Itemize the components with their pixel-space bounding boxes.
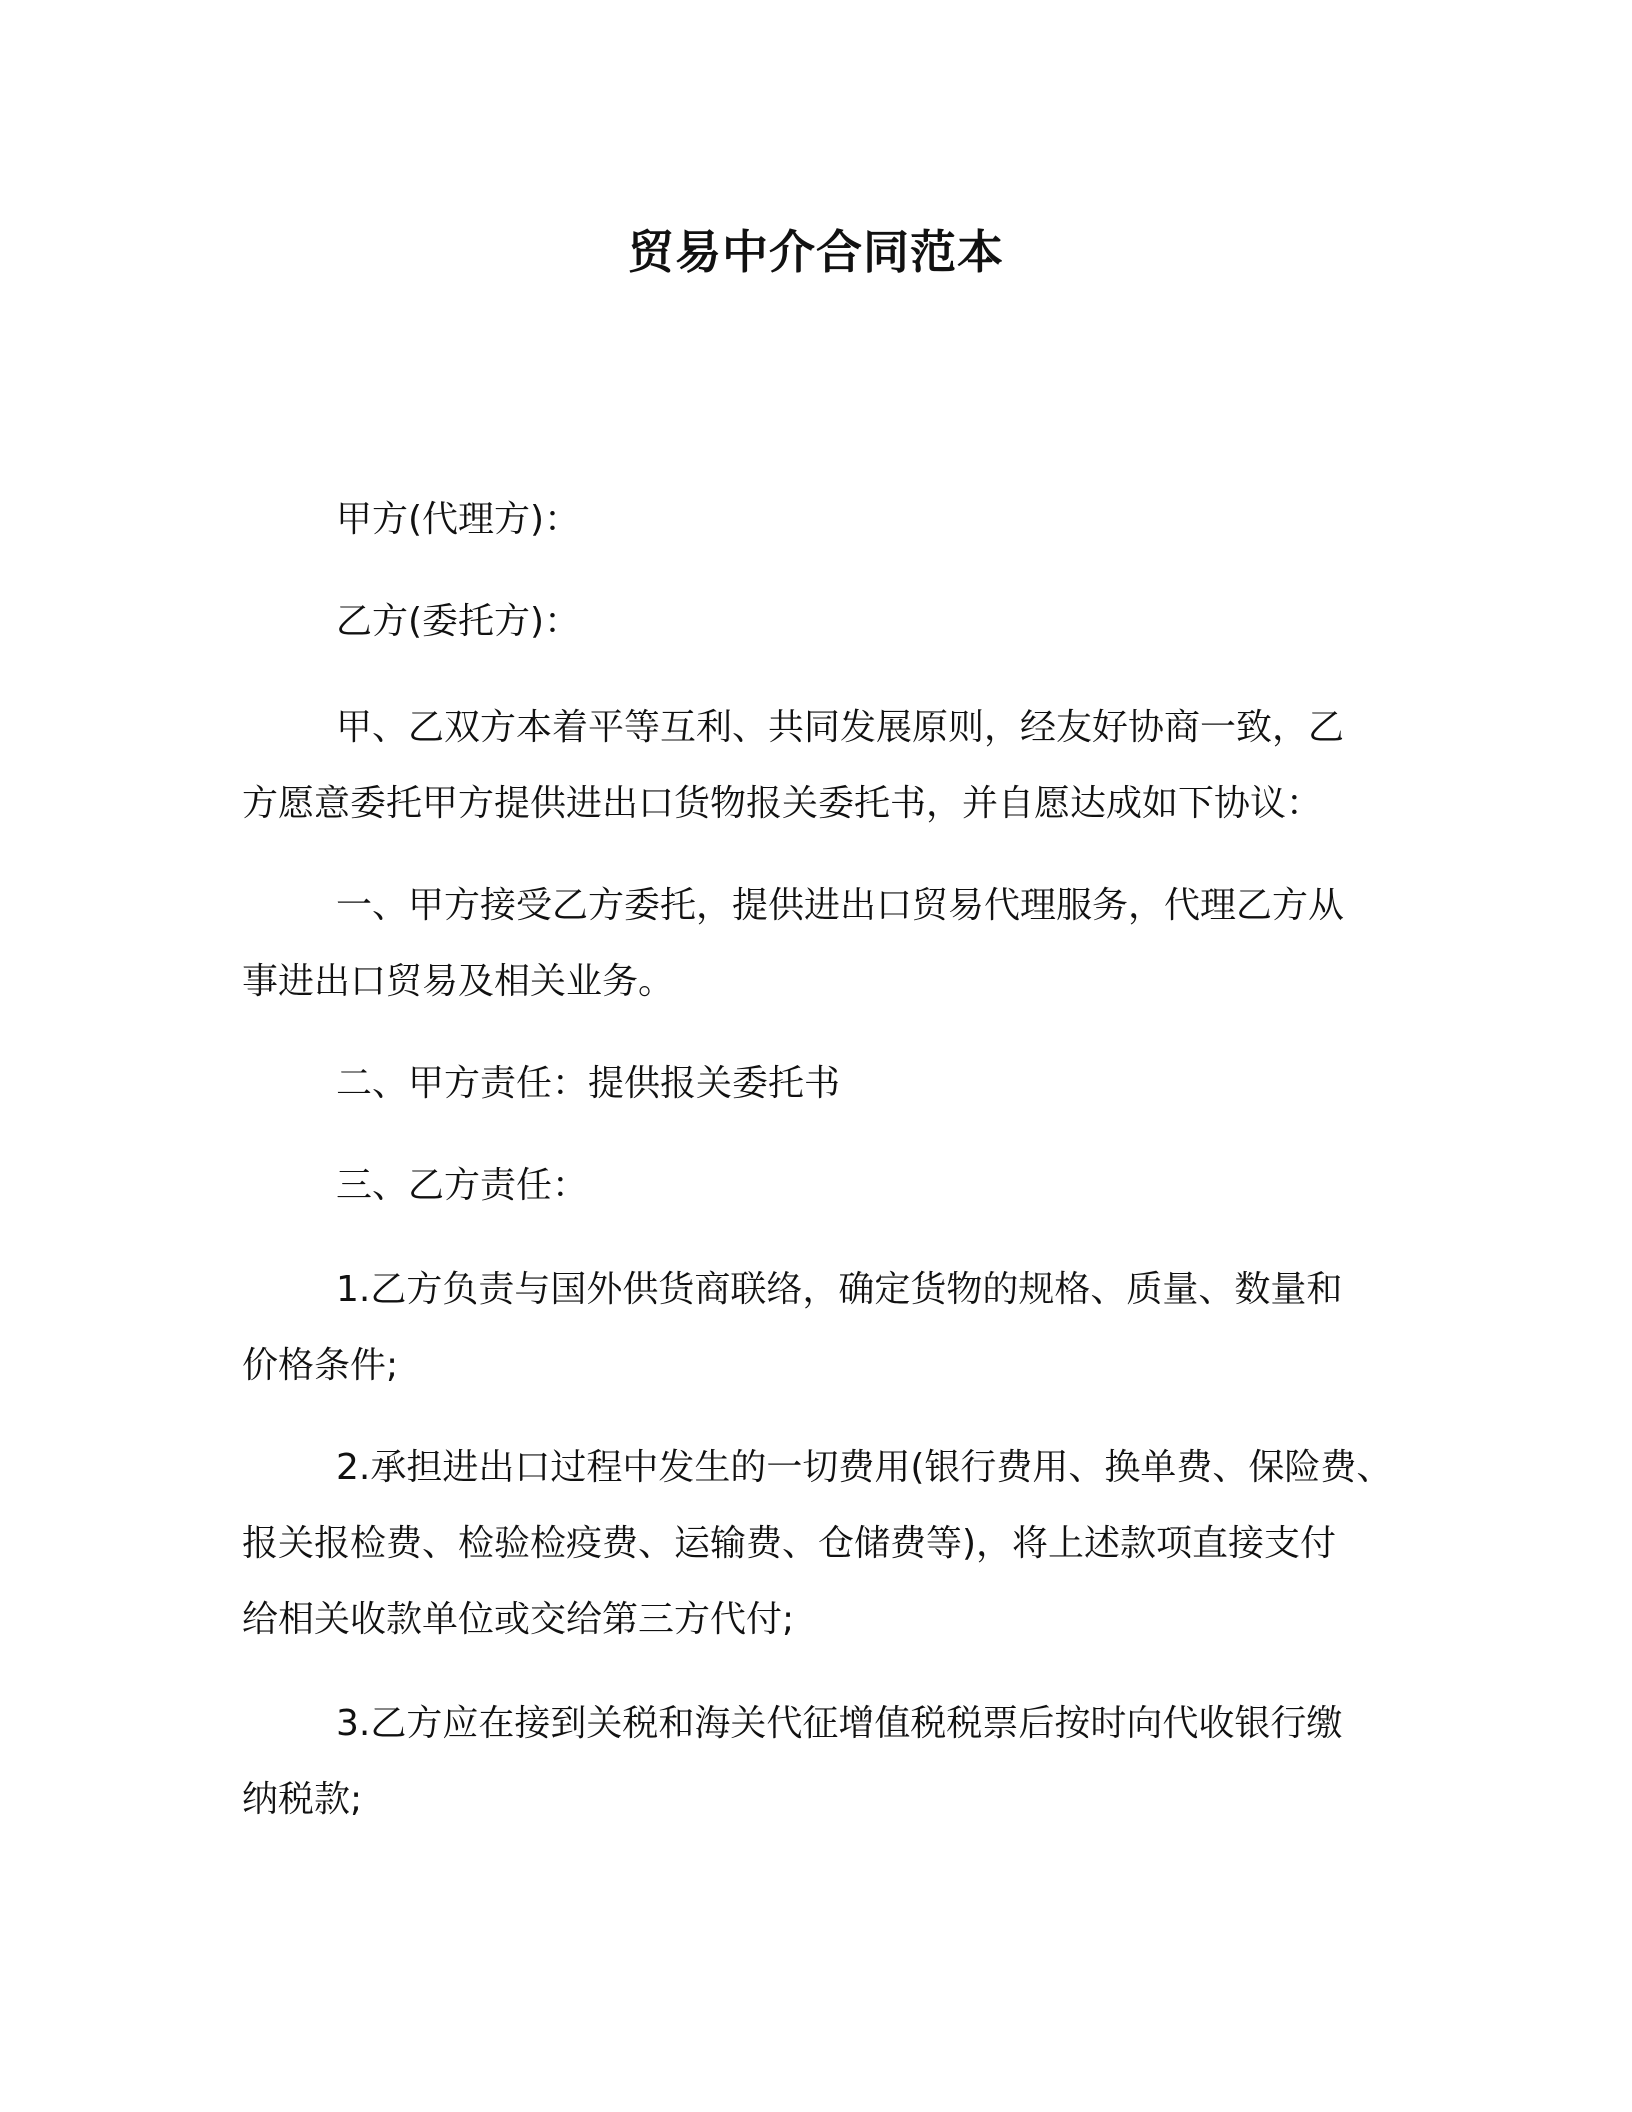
item-2-line-1: 2.承担进出口过程中发生的一切费用(银行费用、换单费、保险费、 (336, 1447, 1393, 1488)
preamble-line-2: 方愿意委托甲方提供进出口货物报关委托书，并自愿达成如下协议： (242, 783, 1323, 824)
item-2-line-3: 给相关收款单位或交给第三方代付; (242, 1599, 795, 1640)
preamble-line-1: 甲、乙双方本着平等互利、共同发展原则，经友好协商一致，乙 (336, 707, 1345, 748)
clause-3-heading: 三、乙方责任： (336, 1165, 589, 1206)
item-2-line-2: 报关报检费、检验检疫费、运输费、仓储费等)，将上述款项直接支付 (242, 1523, 1337, 1564)
clause-1-line-1: 一、甲方接受乙方委托，提供进出口贸易代理服务，代理乙方从 (336, 885, 1345, 926)
document-title: 贸易中介合同范本 (628, 225, 1004, 279)
item-1-line-1: 1.乙方负责与国外供货商联络，确定货物的规格、质量、数量和 (336, 1269, 1343, 1310)
item-3-line-2: 纳税款; (242, 1779, 363, 1820)
party-a-line: 甲方(代理方)： (336, 499, 581, 540)
item-1-line-2: 价格条件; (242, 1345, 399, 1386)
clause-2-line: 二、甲方责任：提供报关委托书 (336, 1063, 841, 1104)
item-3-line-1: 3.乙方应在接到关税和海关代征增值税税票后按时向代收银行缴 (336, 1703, 1343, 1744)
party-b-line: 乙方(委托方)： (336, 601, 581, 642)
clause-1-line-2: 事进出口贸易及相关业务。 (242, 961, 675, 1002)
